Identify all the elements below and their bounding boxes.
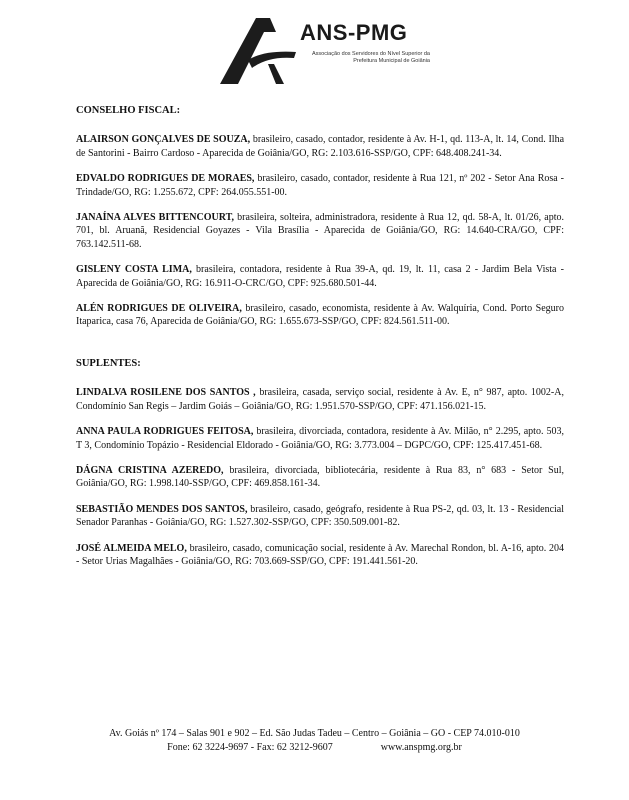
member-entry [76,211,564,251]
member-name: JANAÍNA ALVES BITTENCOURT, [76,212,234,224]
alternate-entry [76,464,564,491]
fiscal-council-heading: CONSELHO FISCAL: [76,105,181,116]
alternate-entry [76,386,564,413]
member-name: ALÉN RODRIGUES DE OLIVEIRA, [76,303,242,315]
alternates-heading: SUPLENTES: [76,357,141,369]
alternate-details: brasileiro, casado, geógrafo, residente à Rua PS-2, qd. 03, lt. 13 - Residencial Senador Paranhas - Goiânia/GO, RG: 1.527.302-SSP/GO, CPF: 350.509.001-82. [76,503,564,529]
alternate-name: DÁGNA CRISTINA AZEREDO, [76,464,224,476]
alternate-details: brasileiro, casado, comunicação social, residente à Av. Marechal Rondon, bl. A-16, apto. 204 - Setor Urias Magalhães - Goiânia/GO, RG: 703.669-SSP/GO, CPF: 191.441.561-20. [76,542,564,567]
member-name: GISLENY COSTA LIMA, [76,264,192,276]
footer-website: www.anspmg.org.br [380,742,462,753]
alternate-details: brasileira, casada, serviço social, residente à Av. E, n° 987, apto. 1002-A, Condomínio San Regis – Jardim Goiás – Goiânia/GO, RG: 1.951.570-SSP/GO, CPF: 471.156.021-15. [76,387,564,412]
document-body [76,104,564,580]
ans-logo-icon [218,14,298,86]
member-entry [76,133,564,160]
member-name: EDVALDO RODRIGUES DE MORAES, [76,173,255,185]
alternate-entry [76,542,564,569]
page-footer [0,727,629,755]
alternate-details: brasileira, divorciada, bibliotecária, residente à Rua 83, n° 683 - Setor Sul, Goiânia/GO, RG: 1.998.140-SSP/GO, CPF: 469.858.161-34. [76,464,564,490]
member-entry [76,302,564,329]
member-details: brasileiro, casado, economista, residente à Av. Walquíria, Cond. Porto Seguro Itaparica, casa 76, Aparecida de Goiânia/GO, RG: 1.655.673-SSP/GO, CPF: 824.561.511-00. [76,303,564,328]
member-name: ALAIRSON GONÇALVES DE SOUZA, [76,134,251,146]
member-entry [76,172,564,199]
member-details: brasileiro, casado, contador, residente à Rua 121, nº 202 - Setor Ana Rosa - Trindade/GO, RG: 1.255.672, CPF: 264.055.551-00. [76,173,564,198]
alternate-name: JOSÉ ALMEIDA MELO, [76,542,187,554]
org-subtitle: Associação dos Servidores do Nível Superior da Prefeitura Municipal de Goiânia [311,51,430,64]
member-details: brasileira, solteira, administradora, residente à Rua 12, qd. 58-A, lt. 01/26, apto. 701, bl. Aruanã, Residencial Goyazes - Vila Brasília - Aparecida de Goiânia/GO, RG: 14.640-CRA/GO, CPF: 763.142.511-68. [76,212,564,250]
alternate-name: ANNA PAULA RODRIGUES FEITOSA, [76,426,254,438]
alternate-name: LINDALVA ROSILENE DOS SANTOS , [76,387,256,399]
footer-address: Av. Goiás nº 174 – Salas 901 e 902 – Ed. São Judas Tadeu – Centro – Goiânia – GO - CEP 74.010-010 [109,728,520,739]
member-details: brasileiro, casado, contador, residente à Av. H-1, qd. 113-A, lt. 14, Cond. Ilha de Santorini - Bairro Cardoso - Aparecida de Goiânia/GO, RG: 2.103.616-SSP/GO, CPF: 648.408.241-34. [76,134,565,159]
letterhead [0,0,629,95]
footer-phones: Fone: 62 3224-9697 - Fax: 62 3212-9607 [167,742,333,753]
org-acronym: ANS-PMG [300,20,408,45]
alternate-name: SEBASTIÃO MENDES DOS SANTOS, [76,503,248,515]
alternate-entry [76,425,564,452]
footer-contact-line [0,741,629,755]
alternate-entry [76,503,564,530]
member-entry [76,263,564,290]
member-details: brasileira, contadora, residente à Rua 39-A, qd. 19, lt. 11, casa 2 - Jardim Bela Vista - Aparecida de Goiânia/GO, RG: 16.911-O-CRC/GO, CPF: 925.680.501-44. [76,264,564,289]
alternate-details: brasileira, divorciada, contadora, residente à Av. Milão, n° 2.295, apto. 503, T 3, Condomínio Topázio - Residencial Eldorado - Goiânia/GO, RG: 3.773.004 – DGPC/GO, CPF: 125.417.451-68. [76,426,564,451]
